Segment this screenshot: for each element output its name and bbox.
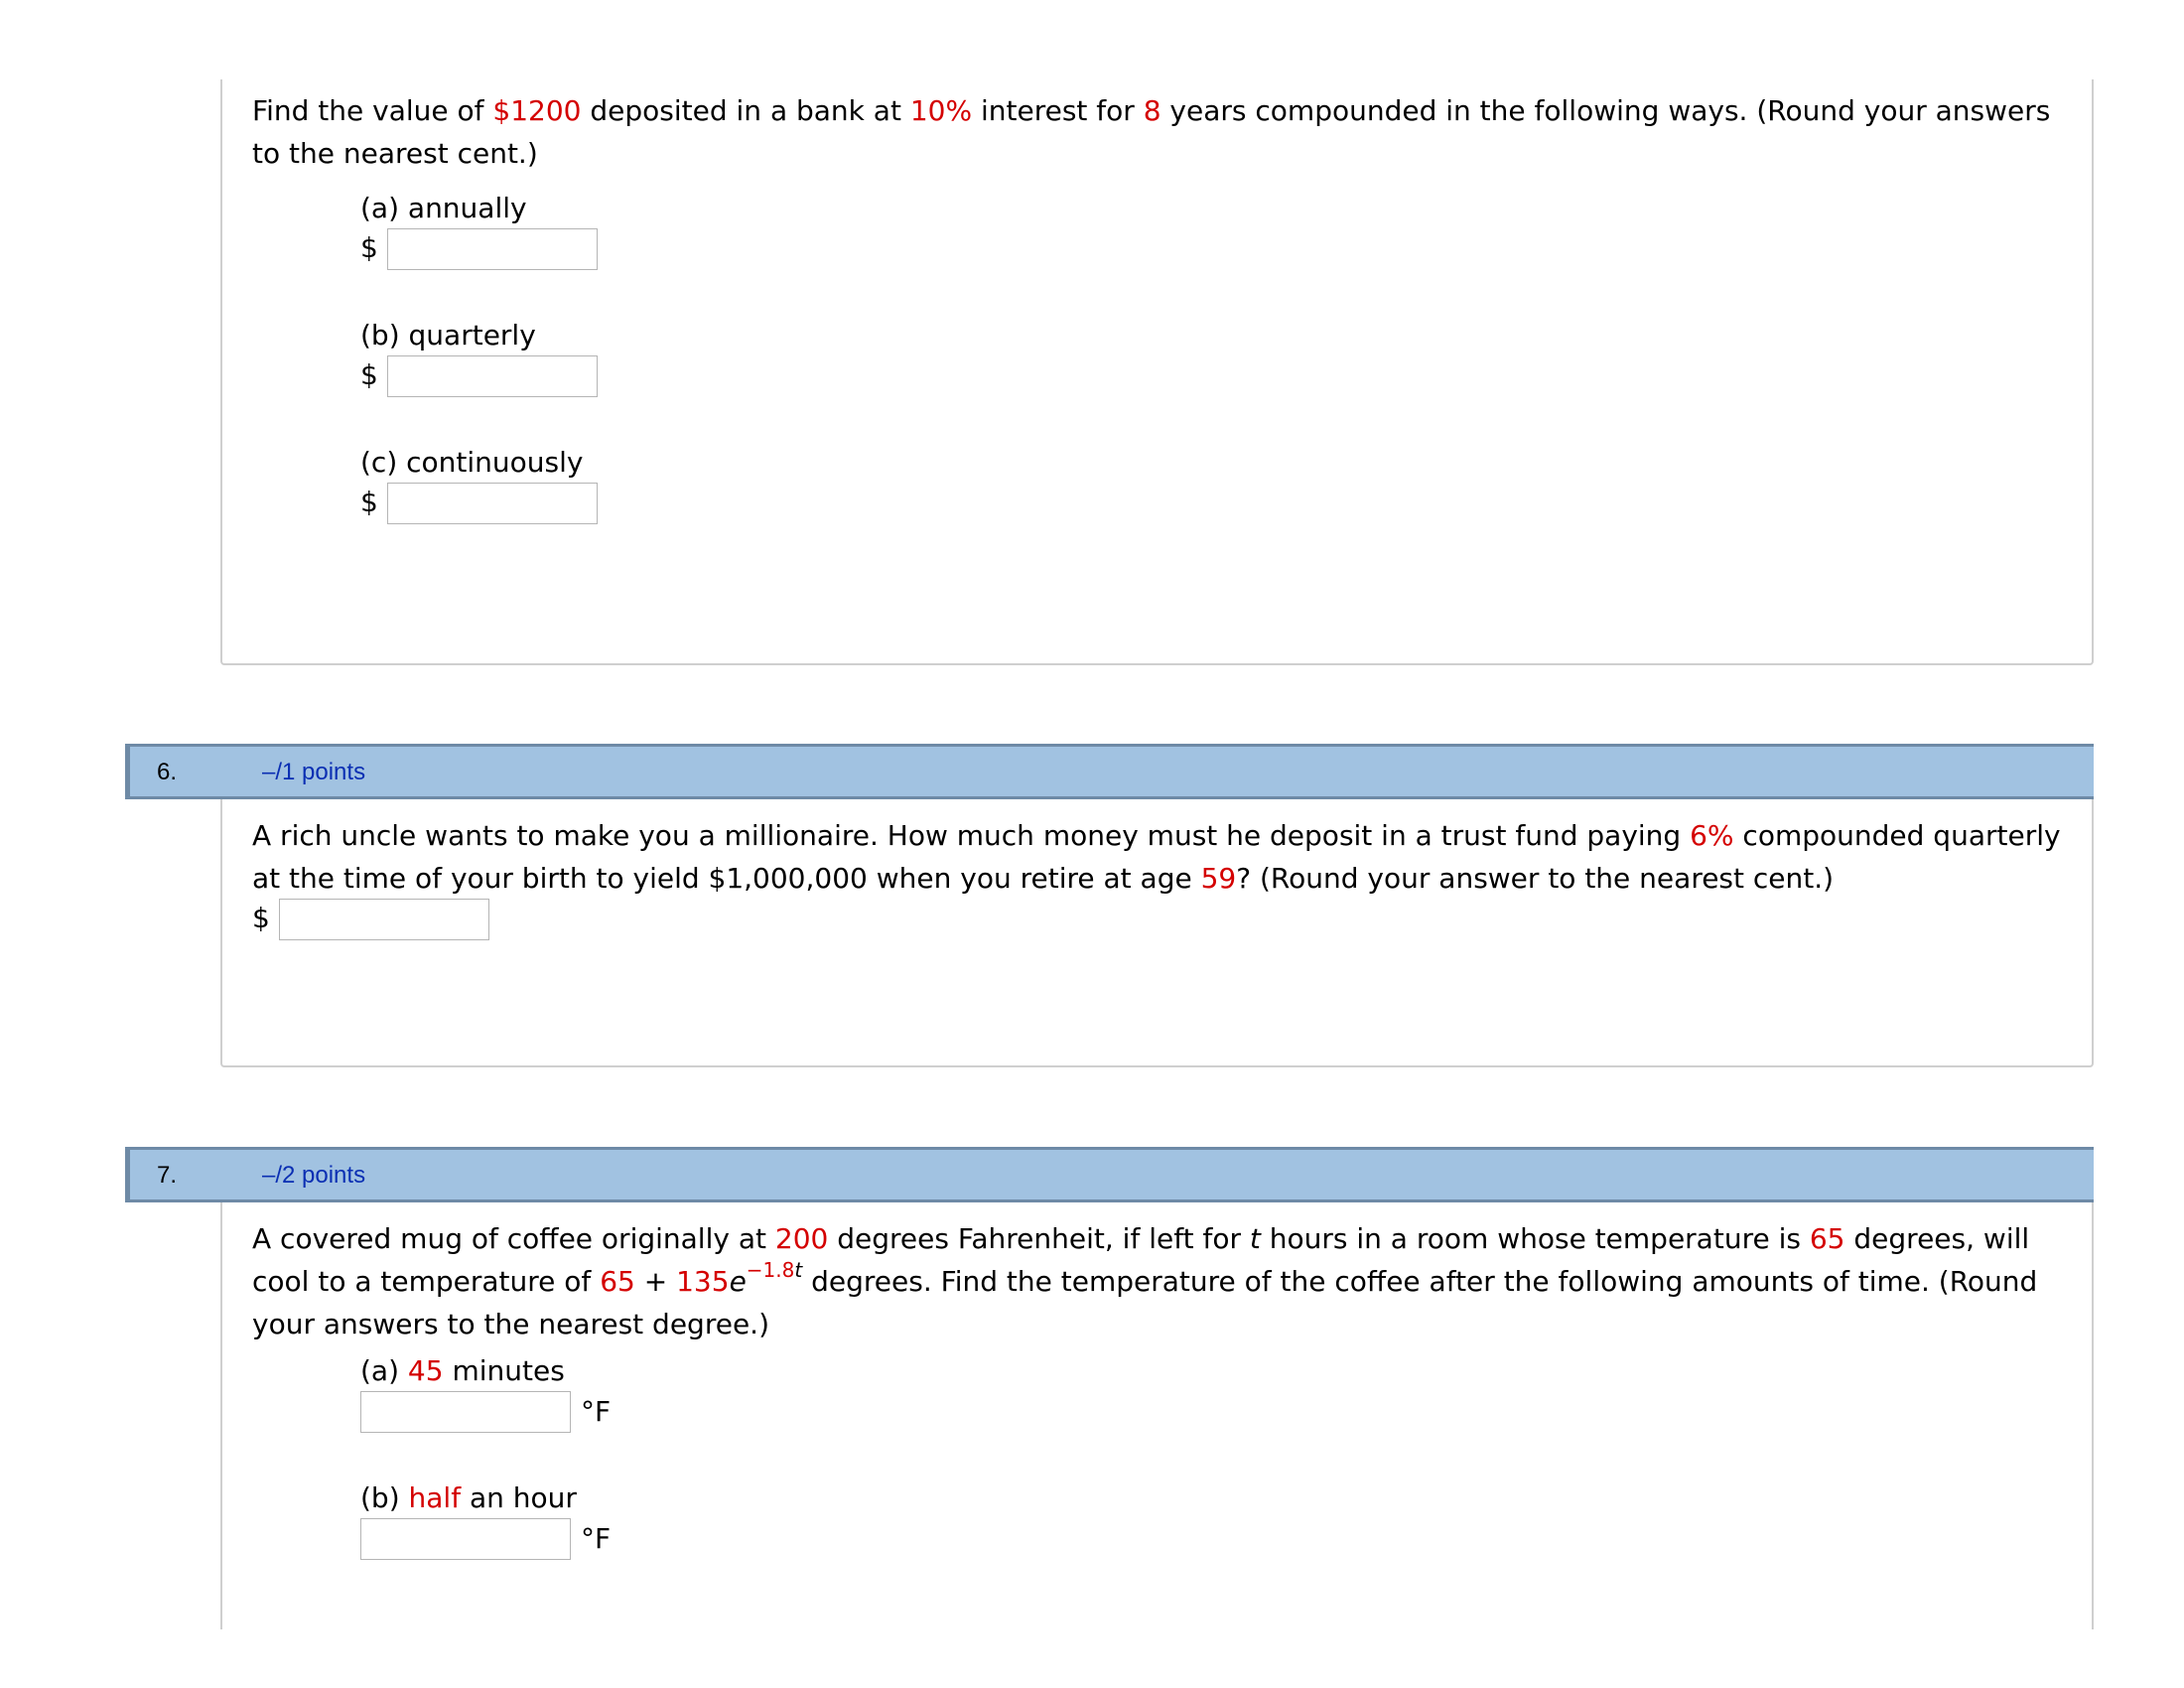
question-7-text: A covered mug of coffee originally at 200 degrees Fahrenheit, if left for t hours in a room whose temperature is 65 degrees, will cool to a temperature of $65 + 135e^{-1.8t}$ degrees. Find the temperature of the coffee after the following amounts of time. (Round your answers to the nearest degree.) xyxy=(252,1222,2038,1340)
question-5-part-b xyxy=(360,316,598,397)
dollar-sign: $ xyxy=(360,358,378,391)
points-label: –/2 points xyxy=(262,1162,366,1189)
principal-value: $1200 xyxy=(492,94,582,127)
part-label: (a) annually xyxy=(360,192,527,224)
answer-input-5b[interactable] xyxy=(387,355,598,397)
answer-input-6[interactable] xyxy=(279,899,489,940)
unit-label: °F xyxy=(581,1522,612,1555)
part-label: (a) 45 minutes xyxy=(360,1354,565,1387)
start-temp-value: 200 xyxy=(774,1222,829,1255)
question-6-answer xyxy=(252,899,489,940)
dollar-sign: $ xyxy=(360,231,378,264)
question-7-header xyxy=(127,1147,2094,1202)
question-7-part-b xyxy=(360,1478,611,1560)
dollar-sign: $ xyxy=(252,902,270,934)
unit-label: °F xyxy=(581,1395,612,1428)
rate-value: 6% xyxy=(1690,819,1734,852)
question-6-header xyxy=(127,744,2094,799)
question-7-part-a xyxy=(360,1351,611,1433)
question-5-panel xyxy=(220,79,2094,665)
variable-t: t xyxy=(1249,1222,1261,1255)
question-5-part-a xyxy=(360,189,598,270)
question-number: 6. xyxy=(157,759,178,785)
answer-input-5a[interactable] xyxy=(387,228,598,270)
answer-input-7a[interactable] xyxy=(360,1391,571,1433)
age-value: 59 xyxy=(1200,862,1237,895)
question-5-text: Find the value of $1200 deposited in a bank at 10% interest for 8 years compounded in the following ways. (Round your answers to the nearest cent.) xyxy=(252,94,2051,170)
rate-value: 10% xyxy=(909,94,973,127)
part-label: (b) quarterly xyxy=(360,319,536,352)
answer-input-7b[interactable] xyxy=(360,1518,571,1560)
formula: $65 + 135e^{-1.8t}$ xyxy=(600,1257,803,1298)
points-label: –/1 points xyxy=(262,759,366,785)
question-number: 7. xyxy=(157,1162,178,1189)
question-6-text: A rich uncle wants to make you a millionaire. How much money must he deposit in a trust fund paying 6% compounded quarterly at the time of your birth to yield $1,000,000 when you retire at age 59? (Round your answer to the nearest cent.) xyxy=(252,819,2061,895)
dollar-sign: $ xyxy=(360,486,378,518)
question-6-panel xyxy=(220,799,2094,1067)
answer-input-5c[interactable] xyxy=(387,483,598,524)
years-value: 8 xyxy=(1143,94,1161,127)
part-label: (b) half an hour xyxy=(360,1481,577,1514)
part-label: (c) continuously xyxy=(360,446,584,479)
question-5-part-c xyxy=(360,443,598,524)
question-7-panel xyxy=(220,1202,2094,1629)
room-temp-value: 65 xyxy=(1809,1222,1845,1255)
